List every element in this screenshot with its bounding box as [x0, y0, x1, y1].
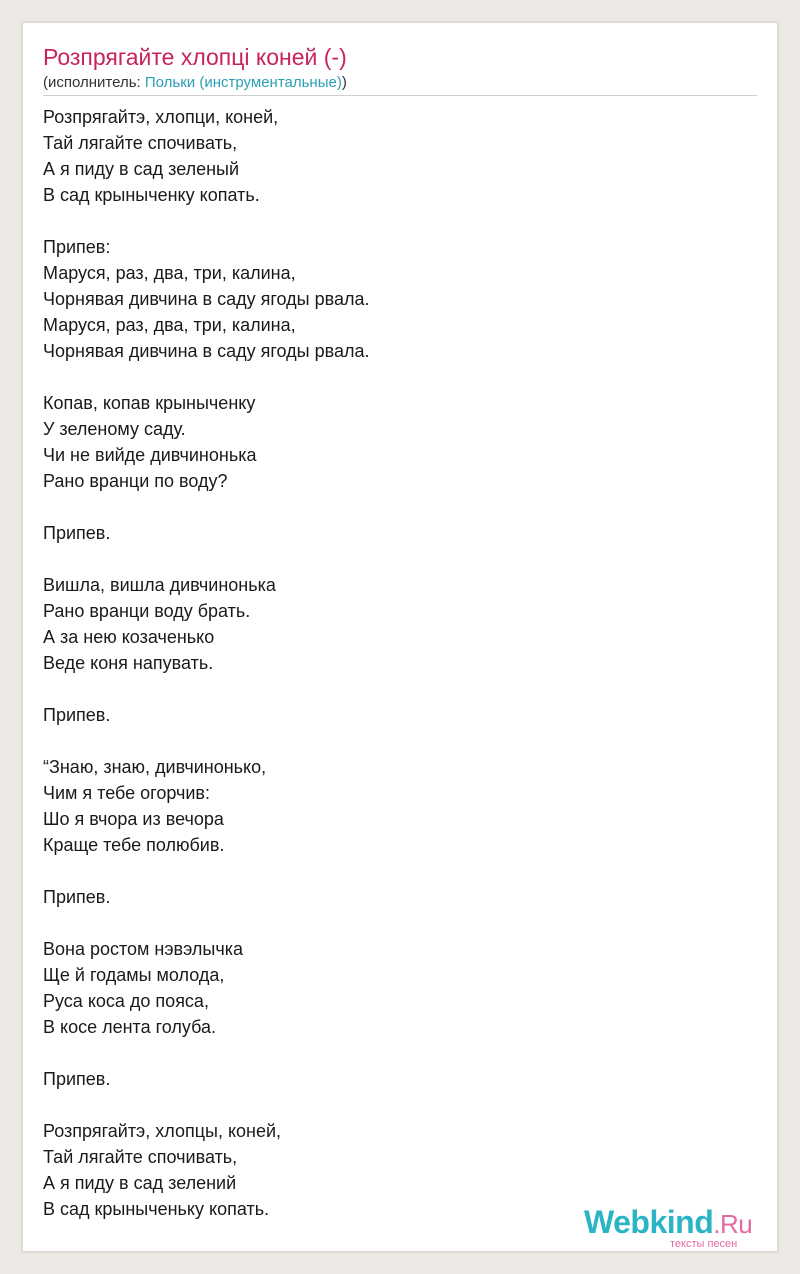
stanza-break — [43, 364, 369, 390]
song-title: Розпрягайте хлопці коней (-) — [43, 44, 347, 70]
lyric-line: В сад крыныченку копать. — [43, 185, 260, 205]
lyric-line: А я пиду в сад зеленый — [43, 159, 240, 179]
lyric-line: Чим я тебе огорчив: — [43, 783, 210, 803]
lyric-line: Чорнявая дивчина в саду ягоды рвала. — [43, 341, 370, 361]
stanza-break — [43, 858, 369, 884]
logo-tld: .Ru — [713, 1209, 753, 1239]
lyrics-text — [43, 104, 369, 1222]
lyric-line: Розпрягайтэ, хлопцы, коней, — [43, 1121, 282, 1141]
stanza-break — [43, 546, 369, 572]
logo-wordmark — [584, 1205, 752, 1241]
lyric-line: Тай лягайте спочивать, — [43, 1147, 238, 1167]
lyric-line: Маруся, раз, два, три, калина, — [43, 315, 296, 335]
lyrics-card — [22, 22, 778, 1252]
stanza-break — [43, 1040, 369, 1066]
lyric-line: Тай лягайте спочивать, — [43, 133, 238, 153]
stanza-break — [43, 1092, 369, 1118]
logo-tagline: тексты песен — [670, 1238, 738, 1250]
artist-link[interactable]: Польки (инструментальные) — [144, 74, 342, 91]
lyric-line: Ще й годамы молода, — [43, 965, 225, 985]
lyric-line: Припев: — [43, 237, 111, 257]
lyric-line: Розпрягайтэ, хлопци, коней, — [43, 107, 279, 127]
lyric-line: Краще тебе полюбив. — [43, 835, 225, 855]
site-logo[interactable] — [584, 1205, 784, 1251]
stanza-break — [43, 676, 369, 702]
lyric-line: Маруся, раз, два, три, калина, — [43, 263, 296, 283]
artist-suffix: ) — [341, 74, 347, 91]
lyric-line: Веде коня напувать. — [43, 653, 214, 673]
logo-name: Webkind — [584, 1204, 714, 1240]
stanza-break — [43, 494, 369, 520]
title-divider — [43, 95, 757, 96]
lyric-line: Вона ростом нэвэлычка — [43, 939, 243, 959]
lyric-line: “Знаю, знаю, дивчинонько, — [43, 757, 267, 777]
artist-prefix: (исполнитель: — [43, 74, 145, 91]
lyric-line: В косе лента голуба. — [43, 1017, 217, 1037]
lyric-line: Чорнявая дивчина в саду ягоды рвала. — [43, 289, 370, 309]
lyric-line: Припев. — [43, 523, 111, 543]
artist-line — [43, 73, 347, 93]
stanza-break — [43, 910, 369, 936]
lyric-line: У зеленому саду. — [43, 419, 186, 439]
lyric-line: Шо я вчора из вечора — [43, 809, 224, 829]
lyric-line: Чи не вийде дивчинонька — [43, 445, 257, 465]
lyric-line: Рано вранци по воду? — [43, 471, 228, 491]
stanza-break — [43, 728, 369, 754]
lyric-line: А за нею козаченько — [43, 627, 215, 647]
lyric-line: Руса коса до пояса, — [43, 991, 209, 1011]
stanza-break — [43, 208, 369, 234]
lyric-line: Припев. — [43, 705, 111, 725]
lyric-line: А я пиду в сад зелений — [43, 1173, 237, 1193]
lyric-line: В сад крыныченьку копать. — [43, 1199, 270, 1219]
lyric-line: Копав, копав крыныченку — [43, 393, 256, 413]
lyric-line: Рано вранци воду брать. — [43, 601, 251, 621]
lyric-line: Припев. — [43, 1069, 111, 1089]
lyric-line: Припев. — [43, 887, 111, 907]
lyric-line: Вишла, вишла дивчинонька — [43, 575, 276, 595]
